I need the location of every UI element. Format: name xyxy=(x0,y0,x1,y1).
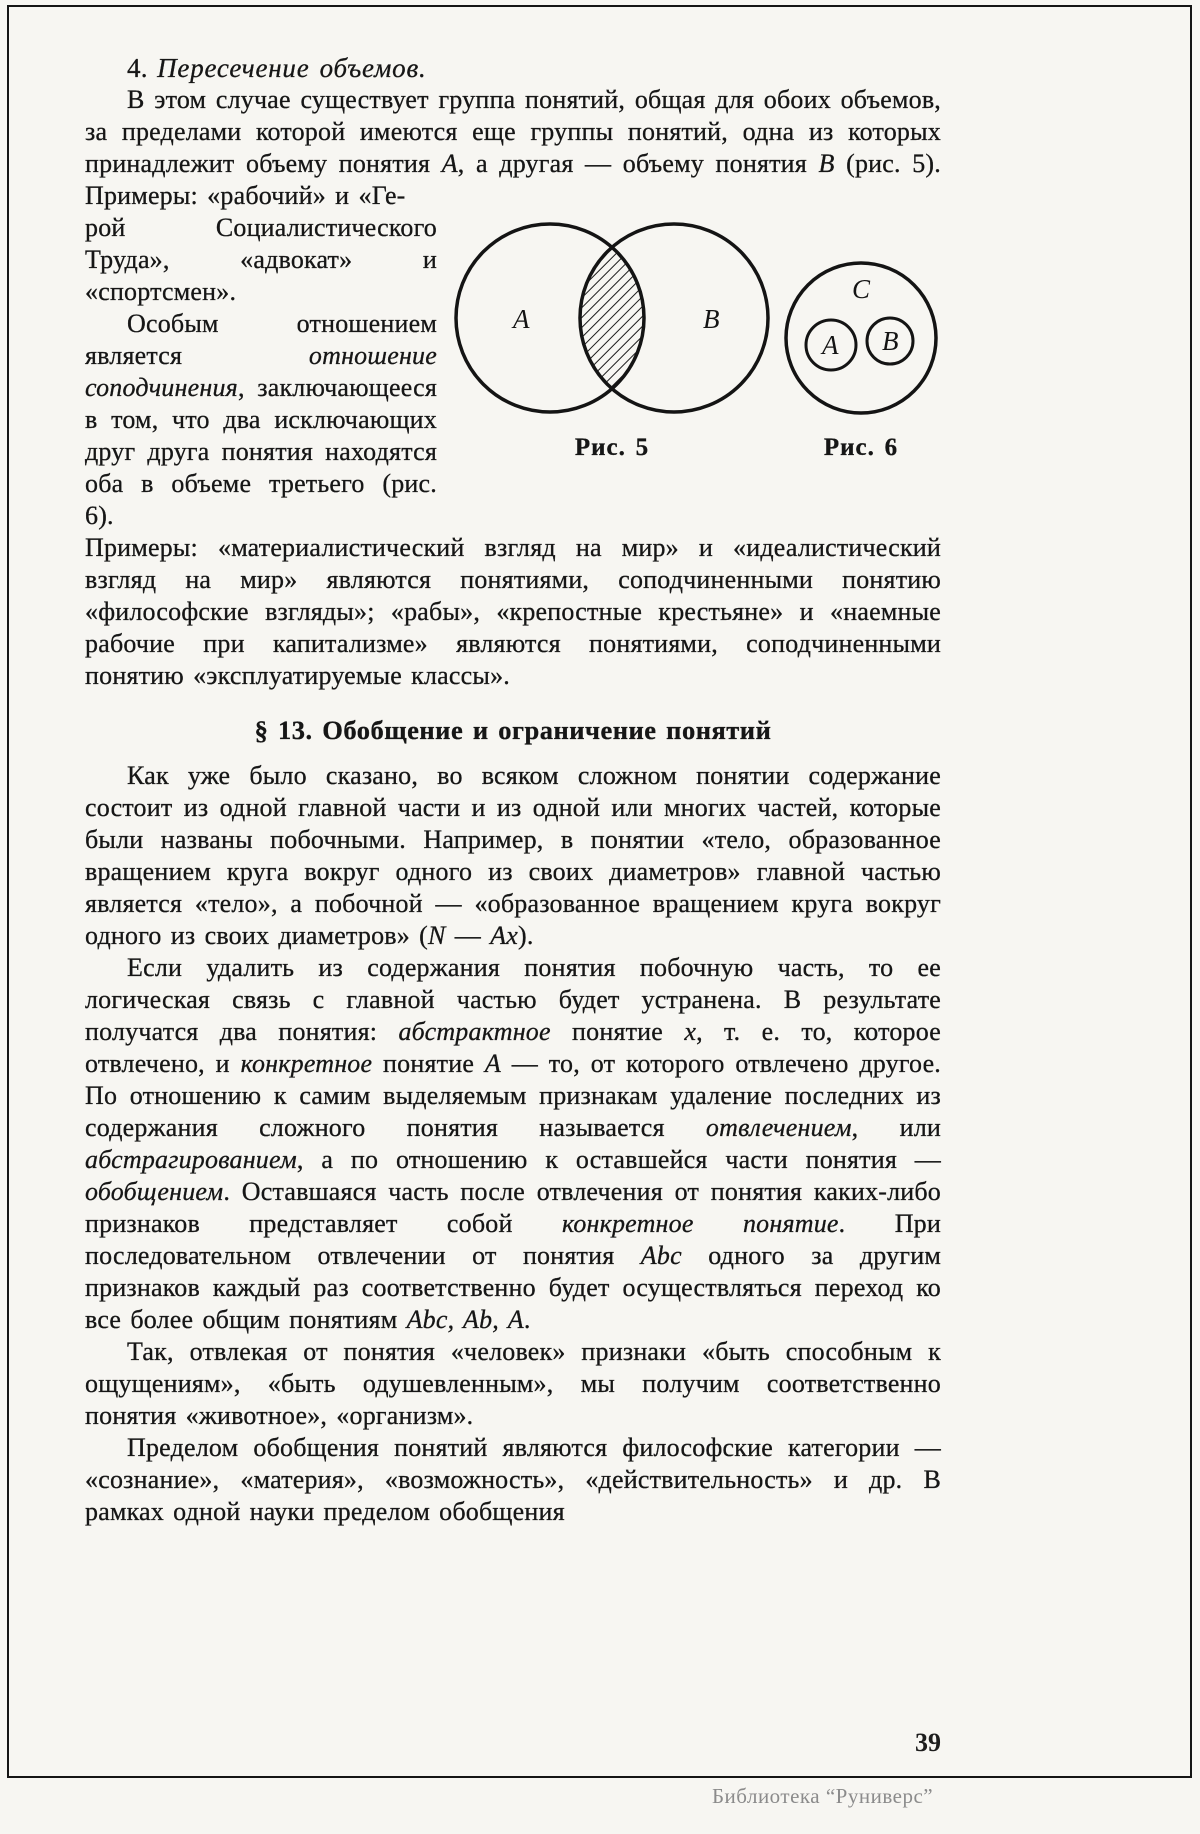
inner-circle-a-label: А xyxy=(822,330,839,360)
text-segment: понятие xyxy=(550,1017,685,1046)
text-segment: . При последовательном отвлечении от понятия xyxy=(85,1209,941,1270)
text-segment: , а другая — объему понятия xyxy=(457,149,819,178)
library-watermark: Библиотека “Руниверс” xyxy=(712,1784,934,1808)
text-figure-row xyxy=(85,212,941,532)
text-segment: рой Социалистического Труда», «адвокат» и «спортсмен». xyxy=(85,213,437,306)
text-segment: Пересечение объемов. xyxy=(157,53,427,83)
concept-b-symbol: В xyxy=(818,149,835,178)
figure-6-caption: Рис. 6 xyxy=(823,434,899,461)
text-segment: . Оставшаяся часть после отвлечения от понятия каких-либо признаков представляет собой xyxy=(85,1177,941,1238)
symbol-ax: Ax xyxy=(490,921,519,950)
symbol-abc: Abc xyxy=(640,1241,682,1270)
paragraph-human-example xyxy=(85,1336,941,1432)
venn-subordination-diagram xyxy=(781,250,941,422)
symbol-a: А xyxy=(484,1049,501,1078)
figure-5 xyxy=(453,218,771,464)
text-segment: Так, отвлекая от понятия «человек» признаки «быть способным к ощущениям», «быть одушевленным», мы получим соответственно понятия «животное», «организм». xyxy=(85,1337,941,1430)
text-segment: отношение соподчинения xyxy=(85,341,437,402)
section-13-heading: § 13. Обобщение и ограничение понятий xyxy=(254,715,772,745)
venn-intersection-diagram xyxy=(453,218,771,422)
text-segment: , заключающееся в том, что два исключающих друг друга понятия находятся оба в объеме третьего (рис. 6). xyxy=(85,373,437,530)
figure-5-caption: Рис. 5 xyxy=(574,434,650,461)
concept-a-symbol: А xyxy=(441,149,458,178)
paragraph-abstraction xyxy=(85,952,941,1336)
text-segment: . xyxy=(523,1305,531,1334)
figure-6 xyxy=(781,250,941,464)
text-segment: понятие xyxy=(372,1049,485,1078)
text-segment: , т. е. то, которое отвлечено, и xyxy=(85,1017,941,1078)
text-segment: Примеры: «материалистический взгляд на мир» и «идеалистический взгляд на мир» являются понятиями, соподчиненными понятию «философские взгляды»; «рабы», «крепостные крестьяне» и «наемные рабочие при капитализме» являются понятиями, соподчиненными понятию «эксплуатируемые классы». xyxy=(85,533,941,690)
circle-a-label: А xyxy=(513,304,530,334)
text-segment: ). xyxy=(518,921,534,950)
paragraph-intersection-intro xyxy=(85,84,941,212)
paragraph-continuation xyxy=(85,212,437,308)
figures-area xyxy=(437,212,941,464)
text-segment: (рис. 5). Примеры: «рабочий» и «Ге- xyxy=(85,149,941,210)
page-number: 39 xyxy=(915,1728,941,1757)
text-segment: абстрагированием xyxy=(85,1145,297,1174)
text-segment: одного за другим признаков каждый раз соответственно будет осуществляться переход ко все более общим понятиям xyxy=(85,1241,941,1334)
text-segment: Особым отношением является xyxy=(85,309,437,370)
circle-b-label: В xyxy=(703,304,720,334)
text-segment: обобщением xyxy=(85,1177,224,1206)
paragraph-generalization-limit xyxy=(85,1432,941,1528)
text-segment: — xyxy=(445,921,491,950)
text-segment: В этом случае существует группа понятий, общая для обоих объемов, за пределами которой имеются еще группы понятий, одна из которых принадлежит объему понятия xyxy=(85,85,941,178)
text-segment: Если удалить из содержания понятия побочную часть, то ее логическая связь с главной частью будет устранена. В результате получатся два понятия: xyxy=(85,953,941,1046)
inner-circle-b-label: В xyxy=(882,326,899,356)
text-segment: 4. xyxy=(127,53,158,83)
circle-c-label: С xyxy=(852,274,871,304)
text-segment: — то, от которого отвлечено другое. По отношению к самим выделяемым признакам удаление последних из содержания сложного понятия называется xyxy=(85,1049,942,1142)
paragraph-subordination xyxy=(85,308,437,532)
text-segment: , а по отношению к оставшейся части понятия — xyxy=(296,1145,941,1174)
text-segment: конкретное xyxy=(240,1049,373,1078)
paragraph-content-parts xyxy=(85,760,941,952)
left-text-column xyxy=(85,212,437,532)
text-segment: отвлечением xyxy=(705,1113,852,1142)
section-4-heading xyxy=(85,52,941,84)
text-segment: конкретное понятие xyxy=(561,1209,839,1238)
text-segment: Пределом обобщения понятий являются философские категории — «сознание», «материя», «возможность», «действительность» и др. В рамках одной науки пределом обобщения xyxy=(85,1433,941,1526)
symbol-abc-series: Abc, Ab, A xyxy=(406,1305,524,1334)
text-segment: абстрактное xyxy=(398,1017,551,1046)
text-segment: Как уже было сказано, во всяком сложном понятии содержание состоит из одной главной части и из одной или многих частей, которые были названы побочными. Например, в понятии «тело, образованное вращением круга вокруг одного из своих диаметров» главной частью является «тело», а побочной — «образованное вращением круга вокруг одного из своих диаметров» ( xyxy=(85,761,941,950)
symbol-x: x xyxy=(684,1017,697,1046)
paragraph-examples xyxy=(85,532,941,692)
symbol-n: N xyxy=(428,921,446,950)
page-content xyxy=(85,52,941,1528)
text-segment: , или xyxy=(851,1113,941,1142)
